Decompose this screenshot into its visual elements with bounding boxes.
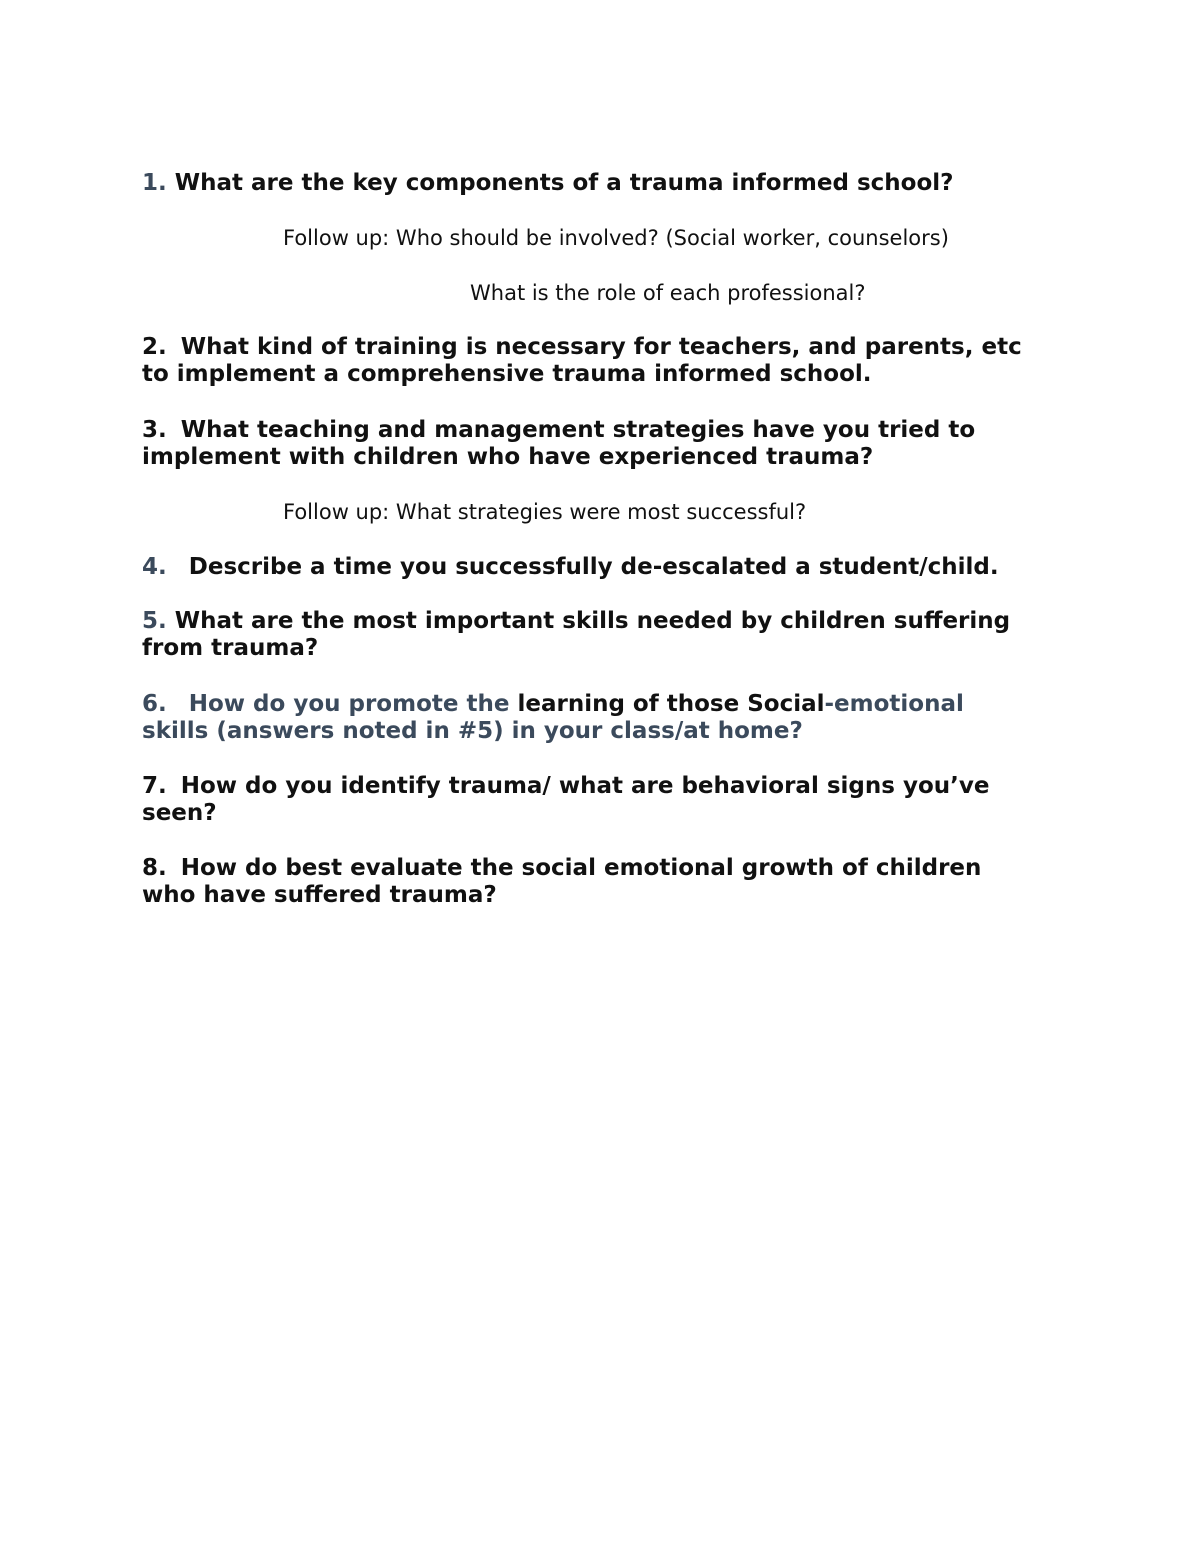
question-8-number: 8. (142, 855, 167, 881)
question-6-text-part-b: learning of those Social (517, 691, 825, 717)
question-8-text-line-1: How do best evaluate the social emotional growth of children (180, 855, 982, 881)
question-6-text-line-2: skills (answers noted in #5) in your class/at home? (142, 718, 803, 744)
question-7-number: 7. (142, 773, 167, 799)
question-2-text-line-1: What kind of training is necessary for teachers, and parents, etc (180, 334, 1022, 360)
question-2-line-1 (142, 334, 1062, 361)
question-2-text-line-2: to implement a comprehensive trauma informed school. (142, 361, 872, 387)
question-6-text-part-a: How do you promote the (188, 691, 510, 717)
question-2 (142, 334, 1062, 388)
question-6-number: 6. (142, 691, 167, 717)
question-4-text: Describe a time you successfully de-escalated a student/child. (188, 554, 999, 580)
question-7-text-line-1: How do you identify trauma/ what are behavioral signs you’ve (180, 773, 990, 799)
question-5 (142, 608, 1062, 662)
question-1-text: What are the key components of a trauma informed school? (174, 170, 954, 196)
question-5-text-line-2: from trauma? (142, 635, 319, 661)
question-6-line-1 (142, 691, 1062, 718)
question-5-text-line-1: What are the most important skills needed by children suffering (174, 608, 1011, 634)
question-3 (142, 417, 1062, 471)
question-1-number: 1. (142, 170, 167, 196)
question-3-text-line-1: What teaching and management strategies have you tried to (180, 417, 976, 443)
question-8 (142, 855, 1062, 909)
question-1-followup-1: Follow up: Who should be involved? (Social worker, counselors) (283, 226, 949, 250)
question-1 (142, 170, 1062, 197)
question-7 (142, 773, 1062, 827)
question-7-line-1 (142, 773, 1062, 800)
question-5-number: 5. (142, 608, 167, 634)
question-3-number: 3. (142, 417, 167, 443)
question-2-number: 2. (142, 334, 167, 360)
question-8-text-line-2: who have suffered trauma? (142, 882, 497, 908)
question-5-line-1 (142, 608, 1062, 635)
question-4 (142, 554, 1062, 581)
question-3-line-1 (142, 417, 1062, 444)
question-3-followup: Follow up: What strategies were most successful? (283, 500, 807, 524)
question-8-line-1 (142, 855, 1062, 882)
question-1-followup-2: What is the role of each professional? (470, 281, 866, 305)
question-4-number: 4. (142, 554, 167, 580)
question-7-text-line-2: seen? (142, 800, 217, 826)
question-3-text-line-2: implement with children who have experienced trauma? (142, 444, 874, 470)
question-6-text-part-c: -emotional (824, 691, 964, 717)
question-6 (142, 691, 1062, 745)
